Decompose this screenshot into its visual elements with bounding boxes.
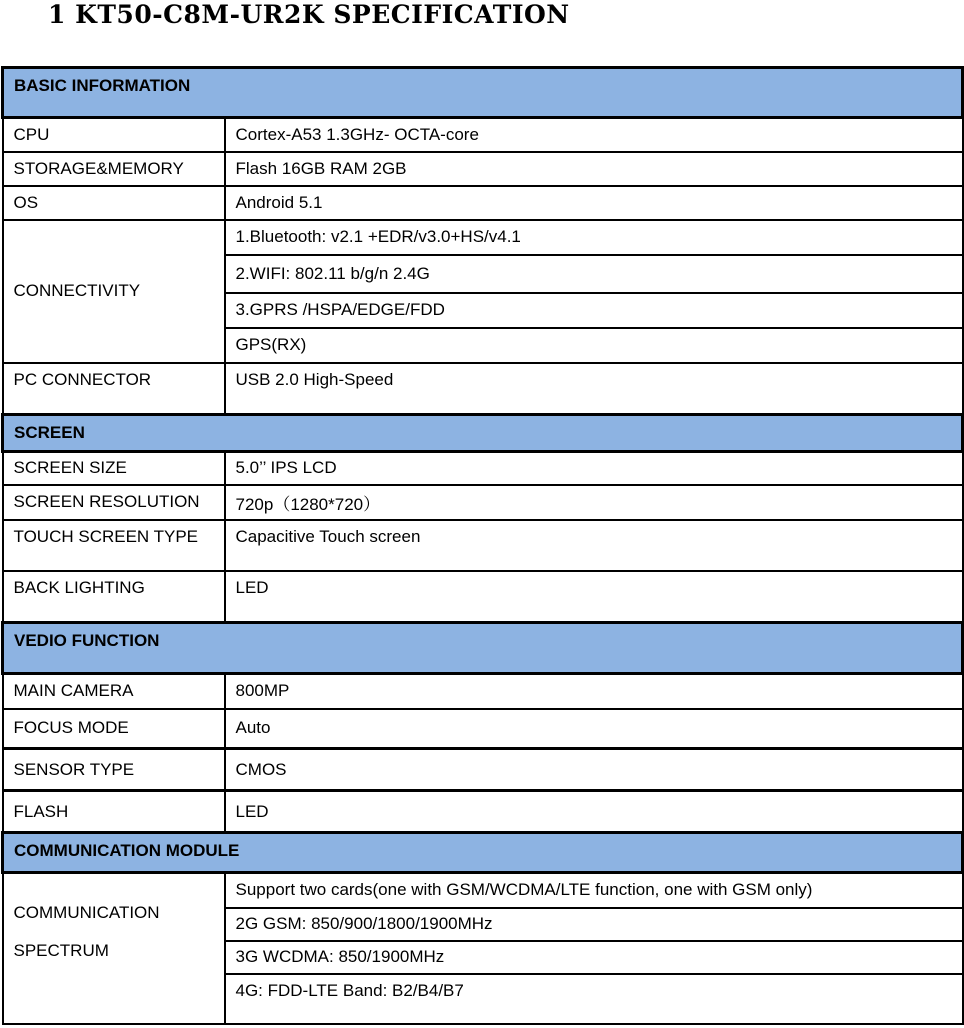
spec-value: USB 2.0 High-Speed — [225, 363, 963, 415]
spec-row-storage-memory — [3, 152, 963, 186]
spec-label: SCREEN SIZE — [3, 452, 225, 485]
spec-row-connectivity — [3, 220, 963, 255]
spec-value: Capacitive Touch screen — [225, 520, 963, 571]
spec-value: LED — [225, 571, 963, 623]
spec-row-pc-connector — [3, 363, 963, 415]
spec-label-communication-spectrum — [3, 873, 225, 1024]
spec-row-sensor-type — [3, 749, 963, 791]
section-header-communication-module — [3, 833, 963, 873]
spec-label: SCREEN RESOLUTION — [3, 485, 225, 520]
spec-row-back-lighting — [3, 571, 963, 623]
section-header-basic-information — [3, 68, 963, 118]
section-header-label: SCREEN — [3, 415, 963, 452]
spec-row-os — [3, 186, 963, 220]
spec-label: FOCUS MODE — [3, 709, 225, 749]
spec-label: TOUCH SCREEN TYPE — [3, 520, 225, 571]
spec-value: 5.0’’ IPS LCD — [225, 452, 963, 485]
section-header-label: VEDIO FUNCTION — [3, 623, 963, 674]
spec-row-cpu — [3, 118, 963, 152]
section-header-video-function — [3, 623, 963, 674]
spec-label-line: COMMUNICATION — [13, 903, 160, 922]
spec-label: OS — [3, 186, 225, 220]
section-header-label: BASIC INFORMATION — [3, 68, 963, 118]
spec-label: CONNECTIVITY — [3, 220, 225, 363]
spec-label: MAIN CAMERA — [3, 674, 225, 709]
spec-value: LED — [225, 791, 963, 833]
spec-label: FLASH — [3, 791, 225, 833]
spec-label: BACK LIGHTING — [3, 571, 225, 623]
spec-row-focus-mode — [3, 709, 963, 749]
section-header-label: COMMUNICATION MODULE — [3, 833, 963, 873]
spec-row-flash — [3, 791, 963, 833]
spec-value: Flash 16GB RAM 2GB — [225, 152, 963, 186]
spec-value: GPS(RX) — [225, 328, 963, 363]
spec-value: 800MP — [225, 674, 963, 709]
spec-label: STORAGE&MEMORY — [3, 152, 225, 186]
spec-value: 4G: FDD-LTE Band: B2/B4/B7 — [225, 974, 963, 1024]
spec-label: PC CONNECTOR — [3, 363, 225, 415]
spec-label: SENSOR TYPE — [3, 749, 225, 791]
spec-value: 3.GPRS /HSPA/EDGE/FDD — [225, 293, 963, 328]
spec-row-screen-resolution — [3, 485, 963, 520]
spec-value: 1.Bluetooth: v2.1 +EDR/v3.0+HS/v4.1 — [225, 220, 963, 255]
specification-table — [1, 66, 964, 1025]
spec-row-main-camera — [3, 674, 963, 709]
spec-value: Cortex-A53 1.3GHz- OCTA-core — [225, 118, 963, 152]
spec-value: Auto — [225, 709, 963, 749]
spec-value: CMOS — [225, 749, 963, 791]
document-title: 1 KT50-C8M-UR2K SPECIFICATION — [48, 0, 570, 29]
section-header-screen — [3, 415, 963, 452]
spec-value: 3G WCDMA: 850/1900MHz — [225, 941, 963, 974]
spec-row-screen-size — [3, 452, 963, 485]
spec-value: Support two cards(one with GSM/WCDMA/LTE function, one with GSM only) — [225, 873, 963, 908]
spec-row-touch-screen-type — [3, 520, 963, 571]
spec-value: 2.WIFI: 802.11 b/g/n 2.4G — [225, 255, 963, 293]
spec-value: 720p（1280*720） — [225, 485, 963, 520]
spec-label: CPU — [3, 118, 225, 152]
spec-row-communication-spectrum — [3, 873, 963, 908]
spec-label-line: SPECTRUM — [13, 941, 109, 960]
spec-value: Android 5.1 — [225, 186, 963, 220]
spec-value: 2G GSM: 850/900/1800/1900MHz — [225, 908, 963, 941]
